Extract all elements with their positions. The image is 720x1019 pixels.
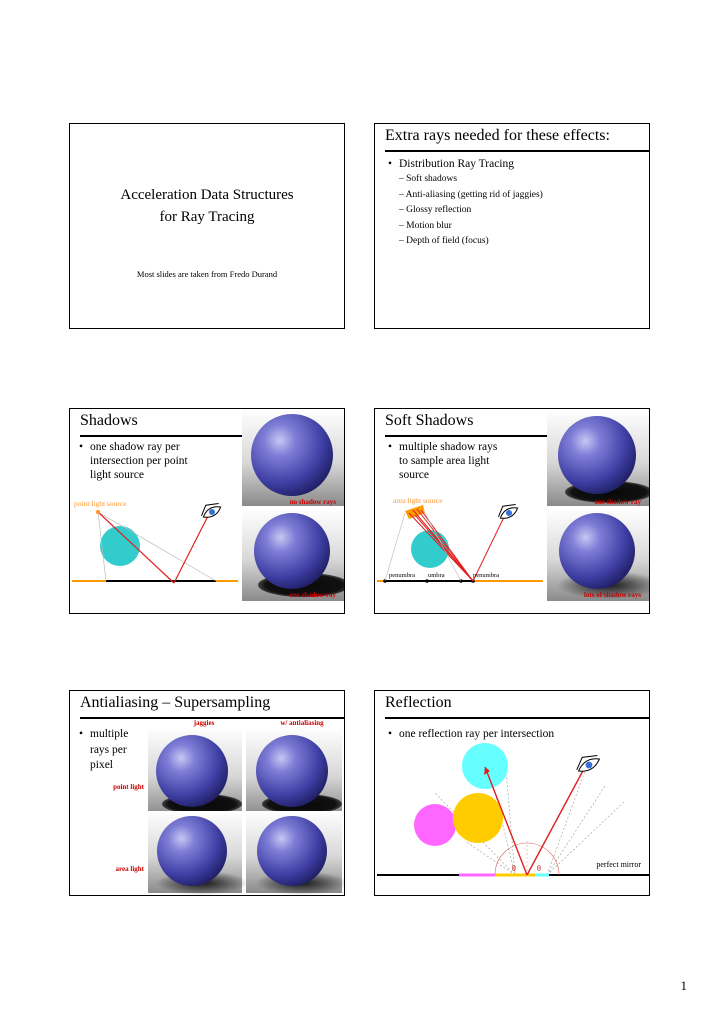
title-line-2: for Ray Tracing — [159, 209, 255, 225]
slide-reflection — [374, 690, 650, 896]
slide-extra-rays — [374, 123, 650, 329]
render-aa-area — [246, 811, 345, 895]
eye-icon — [495, 500, 520, 522]
row-label-point: point light — [113, 783, 144, 791]
render-one-shadow — [547, 409, 650, 506]
render-no-shadow — [242, 409, 344, 506]
sub-item: – Depth of field (focus) — [399, 236, 489, 246]
render-aa-point — [246, 727, 342, 815]
slide-heading: Antialiasing – Supersampling — [80, 694, 271, 711]
eye-icon — [198, 499, 223, 521]
title-rule — [385, 150, 649, 152]
theta-right: θ — [537, 864, 541, 873]
sub-item: – Soft shadows — [399, 174, 458, 184]
slide-title — [69, 123, 345, 329]
light-label: point light source — [74, 499, 127, 508]
render-many-shadows — [547, 509, 650, 601]
sub-item: – Motion blur — [399, 220, 452, 231]
penumbra-left-label: penumbra — [389, 572, 415, 579]
penumbra-right-label: penumbra — [473, 572, 499, 579]
theta-left: θ — [512, 864, 516, 873]
bullet-item: • multiple shadow rays to sample area light source — [388, 441, 498, 481]
bullet-item: • one shadow ray per intersection per point light source — [79, 441, 188, 481]
slide-title-heading — [70, 184, 344, 228]
render-label-1: one shadow ray — [594, 498, 641, 506]
bullet-item: • Distribution Ray Tracing — [388, 158, 515, 170]
page-number: 1 — [680, 978, 687, 993]
render-jaggies-area — [148, 811, 248, 895]
mirror-label: perfect mirror — [596, 860, 641, 869]
render-label-2: lots of shadow rays — [584, 591, 641, 599]
credit-text: Most slides are taken from Fredo Durand — [136, 269, 278, 279]
title-line-1: Acceleration Data Structures — [120, 187, 294, 203]
shadows-diagram — [70, 409, 345, 614]
slide-heading: Reflection — [385, 694, 452, 711]
soft-shadows-diagram — [375, 409, 650, 614]
render-label-1: no shadow rays — [289, 498, 336, 506]
bullet-item: • multiple rays per pixel — [79, 728, 129, 771]
slide-soft-shadows — [374, 408, 650, 614]
bullet-item: • one reflection ray per intersection — [388, 728, 555, 740]
slide-heading: Extra rays needed for these effects: — [385, 127, 610, 144]
light-label: area light source — [393, 496, 443, 505]
sub-item: – Anti-aliasing (getting rid of jaggies) — [399, 189, 543, 200]
eye-ray — [174, 514, 209, 583]
eye-icon — [573, 750, 602, 775]
row-label-area: area light — [115, 865, 144, 873]
sub-item: – Glossy reflection — [399, 205, 472, 215]
antialiasing-grid — [70, 691, 345, 896]
slide-shadows — [69, 408, 345, 614]
cyan-sphere — [462, 743, 508, 789]
eye-ray — [527, 767, 585, 875]
slide-heading: Shadows — [80, 412, 138, 429]
render-label-2: one shadow ray — [289, 591, 336, 599]
slide-antialiasing — [69, 690, 345, 896]
render-jaggies-point — [148, 727, 242, 815]
render-one-shadow — [242, 509, 345, 601]
column-label-jaggies: jaggies — [193, 719, 215, 727]
point-light-icon — [96, 510, 100, 514]
magenta-sphere — [414, 804, 456, 846]
slide-heading: Soft Shadows — [385, 412, 474, 429]
column-label-aa: w/ antialiasing — [280, 719, 324, 727]
umbra-label: umbra — [428, 572, 445, 579]
yellow-sphere — [453, 793, 503, 843]
reflection-diagram — [375, 691, 650, 896]
